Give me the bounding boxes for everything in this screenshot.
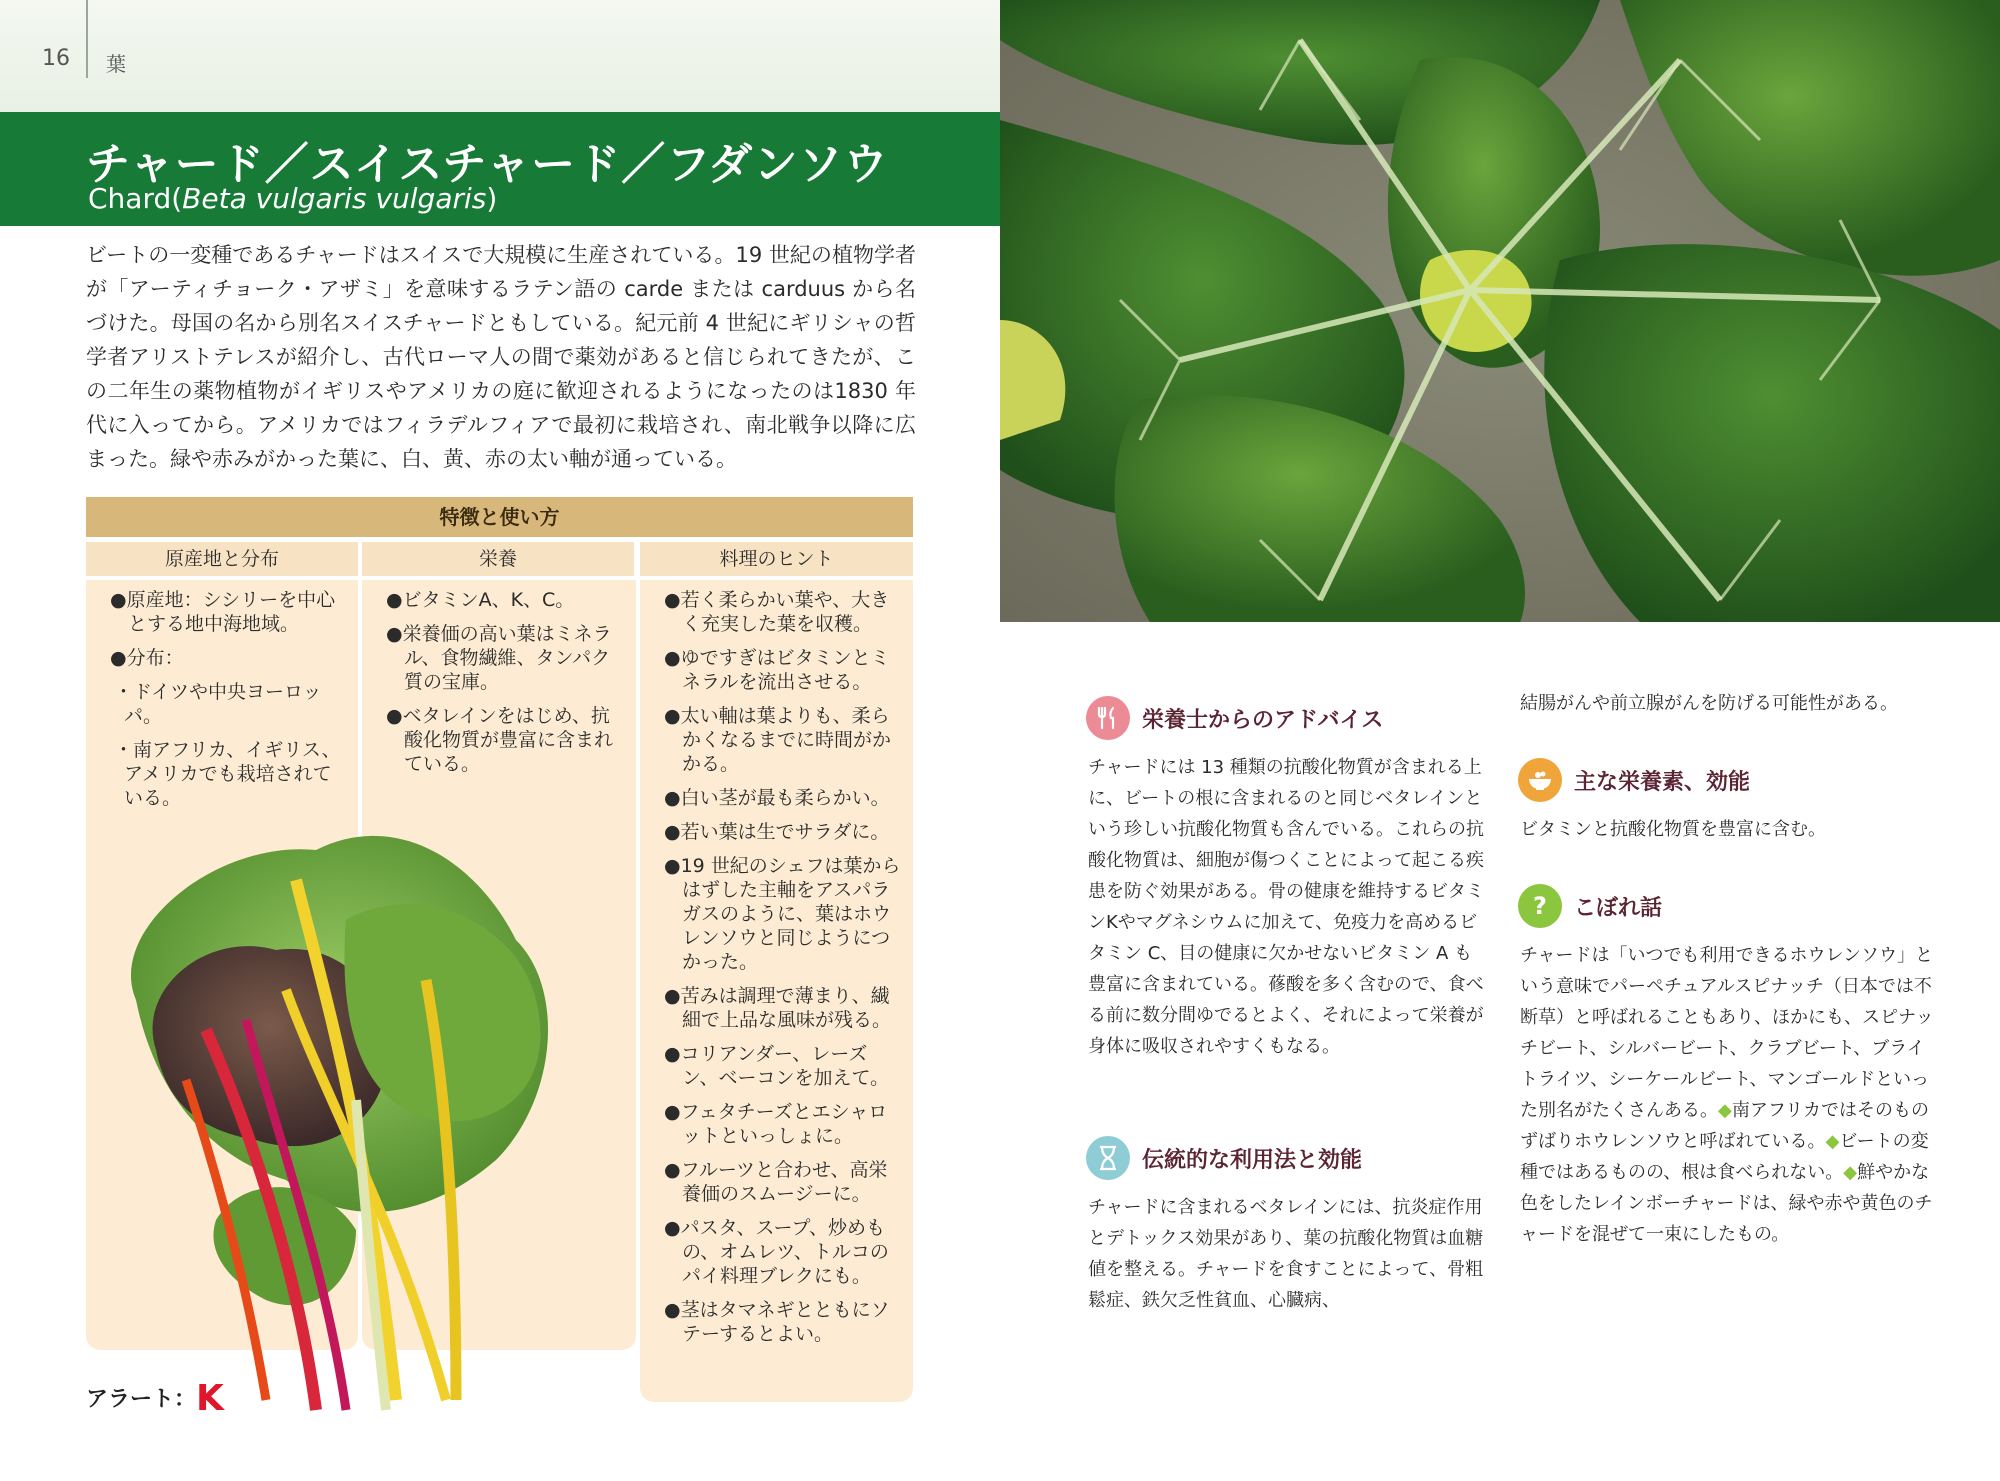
- trivia-text-2: 南アフリカではそのものずばりホウレンソウと呼ばれている。: [1520, 1100, 1929, 1152]
- page-number: 16: [42, 46, 70, 71]
- diamond-bullet-icon: ◆: [1825, 1131, 1840, 1152]
- knife-fork-icon: [1086, 696, 1130, 740]
- list-item: ・ドイツや中央ヨーロッパ。: [114, 681, 322, 727]
- list-item: ●フルーツと合わせ、高栄養価のスムージーに。: [664, 1159, 888, 1205]
- alert-text: アラート：: [86, 1387, 197, 1412]
- column-heading-origin: 原産地と分布: [86, 542, 358, 576]
- trivia-title: こぼれ話: [1574, 895, 1663, 921]
- list-item: ●若く柔らかい葉や、大きく充実した葉を収穫。: [664, 589, 890, 635]
- list-item: ●コリアンダー、レーズン、ベーコンを加えて。: [664, 1043, 890, 1089]
- latin-name: Beta vulgaris vulgaris: [182, 182, 487, 215]
- list-item: ・南アフリカ、イギリス、アメリカでも栽培されている。: [114, 739, 341, 809]
- intro-paragraph: ビートの一変種であるチャードはスイスで大規模に生産されている。19 世紀の植物学者が「アーティチョーク・アザミ」を意味するラテン語の carde または carduus から名づけた。母国の名から別名スイスチャードともしている。紀元前 4 世紀にギリシャの哲学者アリストテレスが紹介し、古代ローマ人の間で薬効があると信じられてきたが、この二年生の薬物植物がイギリスやアメリカの庭に歓迎されるようになったのは1830 年代に入ってから。アメリカではフィラデルフィアで最初に栽培され、南北戦争以降に広まった。緑や赤みがかった葉に、白、黄、赤の太い軸が通っている。: [86, 243, 916, 471]
- list-item: ●若い葉は生でサラダに。: [664, 821, 890, 843]
- list-item: ●苦みは調理で薄まり、繊細で上品な風味が残る。: [664, 985, 892, 1031]
- trivia-text-1: チャードは「いつでも利用できるホウレンソウ」という意味でパーペチュアルスピナッチ（日本では不断草）と呼ばれることもあり、ほかにも、スピナッチビート、シルバービート、クラブビート、ブライトライツ、シーケールビート、マンゴールドといった別名がたくさんある。: [1520, 945, 1934, 1121]
- advice-body: チャードには 13 種類の抗酸化物質が含まれる上に、ビートの根に含まれるのと同じベタレインという珍しい抗酸化物質も含んでいる。これらの抗酸化物質は、細胞が傷つくことによって起こる疾患を防ぐ効果がある。骨の健康を維持するビタミンKやマグネシウムに加えて、免疫力を高めるビタミン C、目の健康に欠かせないビタミン A も豊富に含まれている。蓚酸を多く含むので、食べる前に数分間ゆでるとよく、それによって栄養が身体に吸収されやすくもなる。: [1088, 757, 1484, 1057]
- column-cooking: [640, 580, 913, 1402]
- list-item: ●太い軸は葉よりも、柔らかくなるまでに時間がかかる。: [664, 705, 892, 775]
- section-label: 葉: [106, 52, 126, 76]
- nutrients-heading: [1518, 758, 1750, 802]
- alert-k-icon: K: [196, 1378, 224, 1419]
- list-item: ●フェタチーズとエシャロットといっしょに。: [664, 1101, 888, 1147]
- cooking-list: [640, 580, 913, 1346]
- english-close: ): [486, 182, 498, 215]
- list-item: ●栄養価の高い葉はミネラル、食物繊維、タンパク質の宝庫。: [386, 623, 612, 693]
- trivia-body: [1520, 940, 1940, 1250]
- english-title: [88, 182, 497, 215]
- continued-text: 結腸がんや前立腺がんを防げる可能性がある。: [1520, 693, 1898, 714]
- diamond-bullet-icon: ◆: [1843, 1162, 1858, 1183]
- list-item: ●パスタ、スープ、炒めもの、オムレツ、トルコのパイ料理ブレクにも。: [664, 1217, 889, 1287]
- title-band: [0, 112, 1000, 226]
- hourglass-icon: [1086, 1136, 1130, 1180]
- nutrients-body: ビタミンと抗酸化物質を豊富に含む。: [1520, 819, 1826, 840]
- list-item: ●ゆですぎはビタミンとミネラルを流出させる。: [664, 647, 890, 693]
- trivia-heading: [1518, 884, 1662, 928]
- bowl-icon: [1518, 758, 1562, 802]
- list-item: ●分布：: [110, 647, 184, 669]
- traditional-heading: [1086, 1136, 1362, 1180]
- list-item: ●原産地：シシリーを中心とする地中海地域。: [110, 589, 336, 635]
- list-item: ●茎はタマネギとともにソテーするとよい。: [664, 1299, 890, 1345]
- traditional-body: チャードに含まれるベタレインには、抗炎症作用とデトックス効果があり、葉の抗酸化物質は血糖値を整える。チャードを食すことによって、骨粗鬆症、鉄欠乏性貧血、心臓病、: [1088, 1197, 1484, 1311]
- list-item: ●白い茎が最も柔らかい。: [664, 787, 890, 809]
- features-heading: 特徴と使い方: [86, 497, 913, 537]
- page-title: チャード／スイスチャード／フダンソウ: [86, 139, 889, 190]
- trivia-text-3: ビートの変種ではあるものの、根は食べられない。: [1520, 1131, 1929, 1183]
- list-item: ●ベタレインをはじめ、抗酸化物質が豊富に含まれている。: [386, 705, 614, 775]
- advice-title: 栄養士からのアドバイス: [1142, 707, 1384, 733]
- column-heading-cooking: 料理のヒント: [640, 542, 913, 576]
- chard-plant-photo: [1000, 0, 2000, 622]
- column-heading-nutrition: 栄養: [362, 542, 634, 576]
- header-divider: [86, 0, 88, 78]
- alert-label: [86, 1378, 224, 1419]
- nutrients-title: 主な栄養素、効能: [1574, 769, 1751, 795]
- list-item: ●19 世紀のシェフは葉からはずした主軸をアスパラガスのように、葉はホウレンソウと同じようにつかった。: [664, 855, 901, 973]
- page-header: [0, 0, 1000, 112]
- diamond-bullet-icon: ◆: [1718, 1100, 1732, 1121]
- list-item: ●ビタミンA、K、C。: [386, 589, 575, 611]
- trivia-text-4: 鮮やかな色をしたレインボーチャードは、緑や赤や黄色のチャードを混ぜて一束にしたもの。: [1520, 1162, 1933, 1245]
- english-name: Chard(: [88, 182, 183, 215]
- advice-heading: [1086, 696, 1383, 740]
- rainbow-chard-photo: [96, 800, 616, 1420]
- nutrition-list: [362, 580, 636, 776]
- question-icon: ?: [1518, 884, 1562, 928]
- traditional-title: 伝統的な利用法と効能: [1142, 1147, 1363, 1173]
- origin-list: [86, 580, 358, 810]
